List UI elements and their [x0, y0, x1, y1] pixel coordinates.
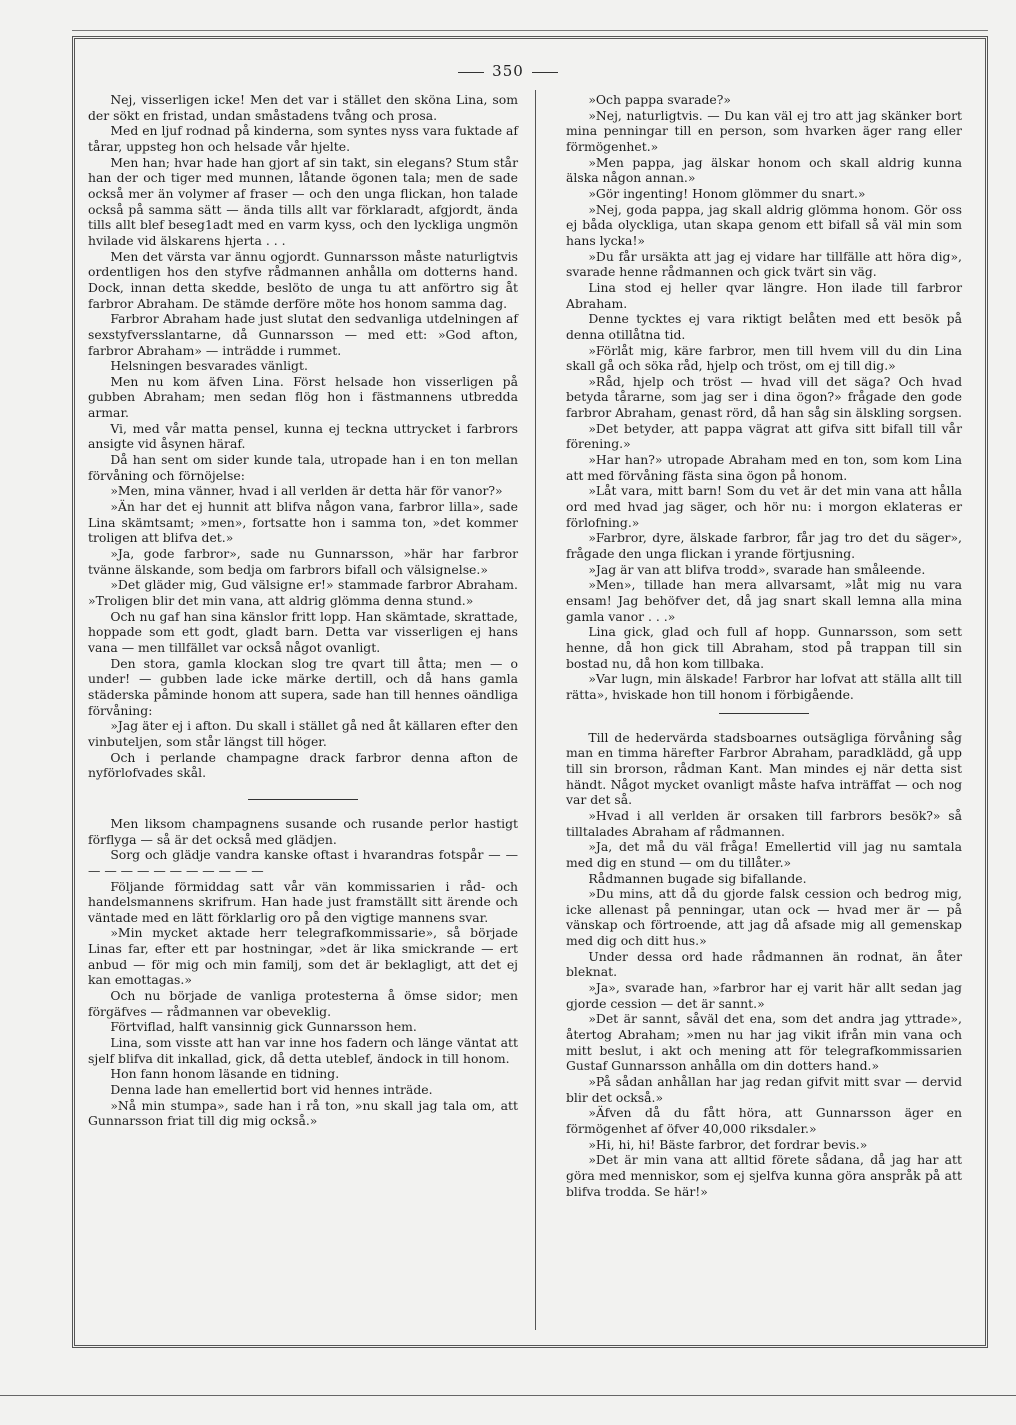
- paragraph: »Det gläder mig, Gud välsigne er!» stammade farbror Abraham. »Troligen blir det min vana, att aldrig glömma denna stund.»: [88, 577, 518, 608]
- paragraph: Och nu gaf han sina känslor fritt lopp. Han skämtade, skrattade, hoppade som ett godt, gladt barn. Detta var visserligen ej hans vana — men tillfället var också något ovanligt.: [88, 608, 518, 655]
- paragraph: »Men pappa, jag älskar honom och skall aldrig kunna älska någon annan.»: [566, 154, 962, 186]
- paragraph: »Råd, hjelp och tröst — hvad vill det säga? Och hvad betyda tårarne, som jag ser i dina ögon?» frågade den gode farbror Abraham, genast rörd, då han såg sin älskling sorgsen.: [566, 373, 962, 421]
- paragraph: »Har han?» utropade Abraham med en ton, som kom Lina att med förvåning fästa sina ögon på honom.: [566, 452, 962, 483]
- page-number: [0, 62, 1016, 80]
- paragraph: »Och pappa svarade?»: [588, 92, 731, 107]
- paragraph: »Nej, goda pappa, jag skall aldrig glömma honom. Gör oss ej båda olyckliga, utan skapa genom ett bifall så väl min som hans lycka!»: [566, 201, 962, 248]
- left-column-part1: [88, 92, 518, 781]
- paragraph: »Jag äter ej i afton. Du skall i stället gå ned åt källaren efter den vinbuteljen, som står längst till höger.: [88, 718, 518, 749]
- paragraph: Rådmannen bugade sig bifallande.: [588, 870, 807, 886]
- paragraph: »Ja, det må du väl fråga! Emellertid vill jag nu samtala med dig en stund — om du tillåter.»: [566, 839, 962, 870]
- paragraph: »På sådan anhållan har jag redan gifvit mitt svar — dervid blir det också.»: [566, 1074, 962, 1105]
- column-divider: [535, 90, 536, 1330]
- paragraph: »Du får ursäkta att jag ej vidare har tillfälle att höra dig», svarade henne rådmannen och gick tvärt sin väg.: [566, 248, 962, 280]
- paragraph: »Nej, naturligtvis. — Du kan väl ej tro att jag skänker bort mina penningar till en person, som hvarken äger rang eller förmögenhet.»: [566, 107, 962, 154]
- paragraph: Nej, visserligen icke! Men det var i stället den sköna Lina, som der sökt en fristad, undan småstadens tvång och prosa.: [88, 92, 518, 123]
- paragraph: Denna lade han emellertid bort vid hennes inträde.: [110, 1082, 433, 1098]
- page-number-dash-left: [458, 72, 484, 73]
- page-number-text: 350: [492, 62, 524, 80]
- paragraph: »Förlåt mig, käre farbror, men till hvem vill du din Lina skall gå och söka råd, hjelp och tröst, om ej till dig.»: [566, 342, 962, 374]
- paragraph: Denne tycktes ej vara riktigt belåten med ett besök på denna otillåtna tid.: [566, 311, 962, 342]
- paragraph: »Min mycket aktade herr telegrafkommissarie», så började Linas far, efter ett par hostningar, »det är lika smickrande — ert anbud — för mig och min familj, som det är beklagligt, att det ej kan emottagas.»: [88, 925, 518, 988]
- left-column-part2: [88, 816, 518, 1129]
- section-separator: [248, 799, 358, 800]
- paragraph: »Äfven då du fått höra, att Gunnarsson äger en förmögenhet af öfver 40,000 riksdaler.»: [566, 1105, 962, 1136]
- paragraph: Men det värsta var ännu ogjordt. Gunnarsson måste naturligtvis ordentligen hos den styfve rådmannen anhålla om dotterns hand. Dock, innan detta skedde, beslöto de unga tu att anförtro sig åt farbror Abraham. De stämde derföre möte hos honom samma dag.: [88, 248, 518, 311]
- paragraph: Men nu kom äfven Lina. Först helsade hon visserligen på gubben Abraham; men sedan flög hon i fästmannens utbredda armar.: [88, 373, 518, 421]
- paragraph: »Men, mina vänner, hvad i all verlden är detta här för vanor?»: [110, 483, 503, 499]
- paragraph: »Det är min vana att alltid förete sådana, då jag har att göra med menniskor, som ej sjelfva kunna göra anspråk på att blifva trodda. Se här!»: [566, 1152, 962, 1199]
- right-column: [566, 92, 962, 1199]
- paragraph: »Låt vara, mitt barn! Som du vet är det min vana att hålla ord med hvad jag säger, och hör nu: i morgon eklateras er förlofning.»: [566, 483, 962, 530]
- top-rule: [72, 30, 988, 31]
- paragraph: Följande förmiddag satt vår vän kommissarien i råd- och handelsmannens skrifrum. Han hade just framställt sitt ärende och väntade med en lätt förklarlig oro på den vigtige mannens svar.: [88, 878, 518, 925]
- paragraph: Då han sent om sider kunde tala, utropade han i en ton mellan förvåning och förnöjelse:: [88, 452, 518, 483]
- section-separator-right: [719, 713, 809, 714]
- paragraph: »Du mins, att då du gjorde falsk cession och bedrog mig, icke allenast på penningar, utan ock — hvad mer är — på vänskap och förtroende, att jag då afsade mig all gemenskap med dig och ditt hus.»: [566, 886, 962, 949]
- bottom-rule: [0, 1395, 1016, 1396]
- paragraph: Men liksom champagnens susande och rusande perlor hastigt förflyga — så är det också med glädjen.: [88, 815, 518, 847]
- paragraph: Lina, som visste att han var inne hos fadern och länge väntat att sjelf blifva dit inkallad, gick, då detta uteblef, ändock in till honom.: [88, 1035, 518, 1066]
- paragraph: »Men», tillade han mera allvarsamt, »låt mig nu vara ensam! Jag behöfver det, då jag snart skall lemna alla mina gamla vanor . . .»: [566, 577, 962, 624]
- paragraph: »Ja, gode farbror», sade nu Gunnarsson, »här har farbror tvänne älskande, som bedja om farbrors bifall och välsignelse.»: [88, 546, 518, 577]
- paragraph: Farbror Abraham hade just slutat den sedvanliga utdelningen af sexstyfversslantarne, då Gunnarsson — med ett: »God afton, farbror Abraham» — inträdde i rummet.: [88, 311, 518, 358]
- paragraph: »Nå min stumpa», sade han i rå ton, »nu skall jag tala om, att Gunnarsson friat till dig mig också.»: [88, 1097, 518, 1129]
- right-column-part2: [566, 730, 962, 1200]
- paragraph: Under dessa ord hade rådmannen än rodnat, än åter bleknat.: [566, 948, 962, 980]
- paragraph: »Hi, hi, hi! Bäste farbror, det fordrar bevis.»: [588, 1136, 868, 1152]
- paragraph: Förtviflad, halft vansinnig gick Gunnarsson hem.: [110, 1019, 417, 1035]
- paragraph: »Det är sannt, såväl det ena, som det andra jag yttrade», återtog Abraham; »men nu har jag vikit ifrån min vana och mitt beslut, i akt och mening att för telegrafkommissarien Gustaf Gunnarsson anhålla om din dotters hand.»: [566, 1011, 962, 1074]
- paragraph: Och nu började de vanliga protesterna å ömse sidor; men förgäfves — rådmannen var obeveklig.: [88, 988, 518, 1019]
- paragraph: »Det betyder, att pappa vägrat att gifva sitt bifall till vår förening.»: [566, 420, 962, 452]
- paragraph: Men han; hvar hade han gjort af sin takt, sin elegans? Stum står han der och tiger med munnen, låtande ögonen tala; men de sade också mer än volymer af fraser — och den unga flickan, hon talade också på samma sätt — ända tills allt var förklaradt, afgjordt, ända tills allt blef beseg1adt med en varm kyss, och den lyckliga ungmön hvilade vid älskarens hjerta . . .: [88, 154, 518, 248]
- page-number-dash-right: [532, 72, 558, 73]
- paragraph: »Jag är van att blifva trodd», svarade han småleende.: [588, 561, 926, 577]
- paragraph: Lina gick, glad och full af hopp. Gunnarsson, som sett henne, då hon gick till Abraham, stod på trappan till sin bostad nu, då hon kom tillbaka.: [566, 624, 962, 671]
- paragraph: Hon fann honom läsande en tidning.: [110, 1066, 340, 1082]
- paragraph: »Gör ingenting! Honom glömmer du snart.»: [588, 185, 866, 201]
- paragraph: »Hvad i all verlden är orsaken till farbrors besök?» så tilltalades Abraham af rådmannen.: [566, 807, 962, 839]
- paragraph: Vi, med vår matta pensel, kunna ej teckna uttrycket i farbrors ansigte vid åsynen häraf.: [88, 420, 518, 452]
- paragraph: Den stora, gamla klockan slog tre qvart till åtta; men — o under! — gubben lade icke märke dertill, och då hans gamla städerska påminde honom att supera, sade han till hennes oändliga förvåning:: [88, 655, 518, 718]
- left-column: [88, 92, 518, 1129]
- paragraph: »Farbror, dyre, älskade farbror, får jag tro det du säger», frågade den unga flickan i yrande förtjusning.: [566, 530, 962, 562]
- paragraph: »Ja», svarade han, »farbror har ej varit här allt sedan jag gjorde cession — det är sannt.»: [566, 980, 962, 1011]
- paragraph: Till de hedervärda stadsboarnes outsägliga förvåning såg man en timma härefter Farbror Abraham, paradklädd, gå upp till sin brorson, rådman Kant. Man mindes ej när detta sist händt. Något mycket ovanligt måste hafva inträffat — och nog var det så.: [566, 729, 962, 808]
- paragraph: Lina stod ej heller qvar längre. Hon ilade till farbror Abraham.: [566, 279, 962, 311]
- paragraph: »Än har det ej hunnit att blifva någon vana, farbror lilla», sade Lina skämtsamt; »men», fortsatte hon i samma ton, »det kommer troligen att blifva det.»: [88, 499, 518, 546]
- paragraph: Och i perlande champagne drack farbror denna afton de nyförlofvades skål.: [88, 749, 518, 781]
- paragraph: Helsningen besvarades vänligt.: [110, 358, 308, 374]
- right-column-part1: [566, 92, 962, 703]
- paragraph: »Var lugn, min älskade! Farbror har lofvat att ställa allt till rätta», hviskade hon till honom i förbigående.: [566, 671, 962, 702]
- paragraph: Sorg och glädje vandra kanske oftast i hvarandras fotspår — — — — — — — — — — — — —: [88, 847, 518, 878]
- paragraph: Med en ljuf rodnad på kinderna, som syntes nyss vara fuktade af tårar, uppsteg hon och helsade vår hjelte.: [88, 123, 518, 154]
